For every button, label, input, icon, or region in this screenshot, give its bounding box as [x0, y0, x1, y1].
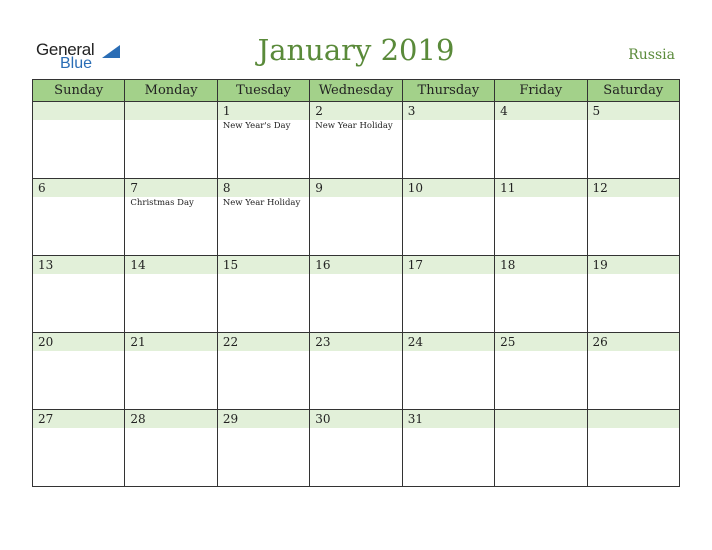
day-cell — [495, 256, 587, 333]
day-cell — [495, 410, 587, 487]
day-header-band — [218, 179, 309, 197]
day-number: 24 — [407, 335, 423, 349]
day-number: 23 — [315, 335, 331, 349]
week-row-2 — [33, 179, 680, 256]
day-number: 8 — [222, 181, 231, 195]
day-number: 15 — [222, 258, 239, 272]
day-cell — [310, 256, 402, 333]
day-header-band — [33, 102, 124, 120]
day-cell — [33, 333, 125, 410]
day-cell — [495, 333, 587, 410]
day-cell — [125, 102, 217, 179]
weekday-header-friday: Friday — [495, 80, 587, 102]
day-cell — [588, 179, 680, 256]
day-cell — [33, 410, 125, 487]
calendar-title: January 2019 — [257, 33, 455, 67]
day-cell — [125, 256, 217, 333]
day-number: 17 — [407, 258, 423, 272]
week-row-3 — [33, 256, 680, 333]
day-cell — [403, 102, 495, 179]
holiday-label: New Year's Day — [222, 121, 291, 131]
weekday-header-monday: Monday — [125, 80, 217, 102]
day-number: 5 — [592, 104, 601, 118]
day-cell — [125, 333, 217, 410]
holiday-label: New Year Holiday — [222, 198, 301, 208]
day-header-band — [218, 102, 309, 120]
day-cell — [588, 256, 680, 333]
day-number: 3 — [407, 104, 416, 118]
day-cell — [218, 256, 310, 333]
day-number: 30 — [315, 412, 331, 426]
day-header-band — [495, 102, 586, 120]
day-number: 14 — [130, 258, 146, 272]
day-cell — [403, 410, 495, 487]
day-cell — [218, 333, 310, 410]
day-cell — [33, 179, 125, 256]
logo-word-blue: Blue — [60, 55, 93, 72]
day-number: 20 — [38, 335, 54, 349]
day-number: 31 — [407, 412, 423, 426]
weekday-header-row — [33, 80, 680, 102]
weekday-header-sunday: Sunday — [33, 80, 125, 102]
day-cell — [310, 102, 402, 179]
day-number: 2 — [315, 104, 323, 118]
day-header-band — [125, 179, 216, 197]
country-label: Russia — [628, 47, 675, 63]
day-number: 4 — [500, 104, 508, 118]
day-header-band — [588, 102, 679, 120]
day-header-band — [588, 410, 679, 428]
day-cell — [218, 102, 310, 179]
day-cell — [310, 179, 402, 256]
day-cell — [310, 333, 402, 410]
calendar-grid — [32, 79, 680, 487]
day-number: 7 — [130, 181, 139, 195]
day-number: 25 — [500, 335, 516, 349]
day-header-band — [495, 410, 586, 428]
day-number: 12 — [592, 181, 608, 195]
logo-word-general: General — [36, 40, 95, 59]
day-number: 19 — [592, 258, 608, 272]
day-cell — [218, 179, 310, 256]
day-header-band — [125, 102, 216, 120]
day-cell — [218, 410, 310, 487]
day-number: 9 — [315, 181, 323, 195]
day-cell — [588, 333, 680, 410]
day-number: 13 — [38, 258, 54, 272]
day-header-band — [310, 179, 401, 197]
day-cell — [495, 179, 587, 256]
weekday-header-saturday: Saturday — [588, 80, 680, 102]
day-header-band — [403, 102, 494, 120]
day-cell — [33, 256, 125, 333]
day-header-band — [310, 102, 401, 120]
day-number: 27 — [38, 412, 54, 426]
day-number: 22 — [222, 335, 239, 349]
day-number: 10 — [407, 181, 423, 195]
day-number: 21 — [130, 335, 146, 349]
week-row-4 — [33, 333, 680, 410]
day-number: 18 — [500, 258, 516, 272]
day-cell — [588, 102, 680, 179]
day-number: 11 — [500, 181, 516, 195]
day-cell — [495, 102, 587, 179]
day-number: 26 — [592, 335, 608, 349]
holiday-label: New Year Holiday — [315, 121, 393, 131]
day-cell — [125, 410, 217, 487]
day-number: 28 — [130, 412, 146, 426]
holiday-label: Christmas Day — [130, 198, 194, 208]
day-cell — [403, 179, 495, 256]
day-header-band — [33, 179, 124, 197]
day-cell — [403, 256, 495, 333]
weekday-header-thursday: Thursday — [403, 80, 495, 102]
day-number: 6 — [38, 181, 46, 195]
day-number: 29 — [222, 412, 239, 426]
day-number: 1 — [222, 104, 231, 118]
weekday-header-wednesday: Wednesday — [310, 80, 402, 102]
day-cell — [588, 410, 680, 487]
day-cell — [125, 179, 217, 256]
week-row-5 — [33, 410, 680, 487]
week-row-1 — [33, 102, 680, 179]
weekday-header-tuesday: Tuesday — [218, 80, 310, 102]
day-cell — [403, 333, 495, 410]
day-cell — [33, 102, 125, 179]
day-number: 16 — [315, 258, 331, 272]
day-cell — [310, 410, 402, 487]
